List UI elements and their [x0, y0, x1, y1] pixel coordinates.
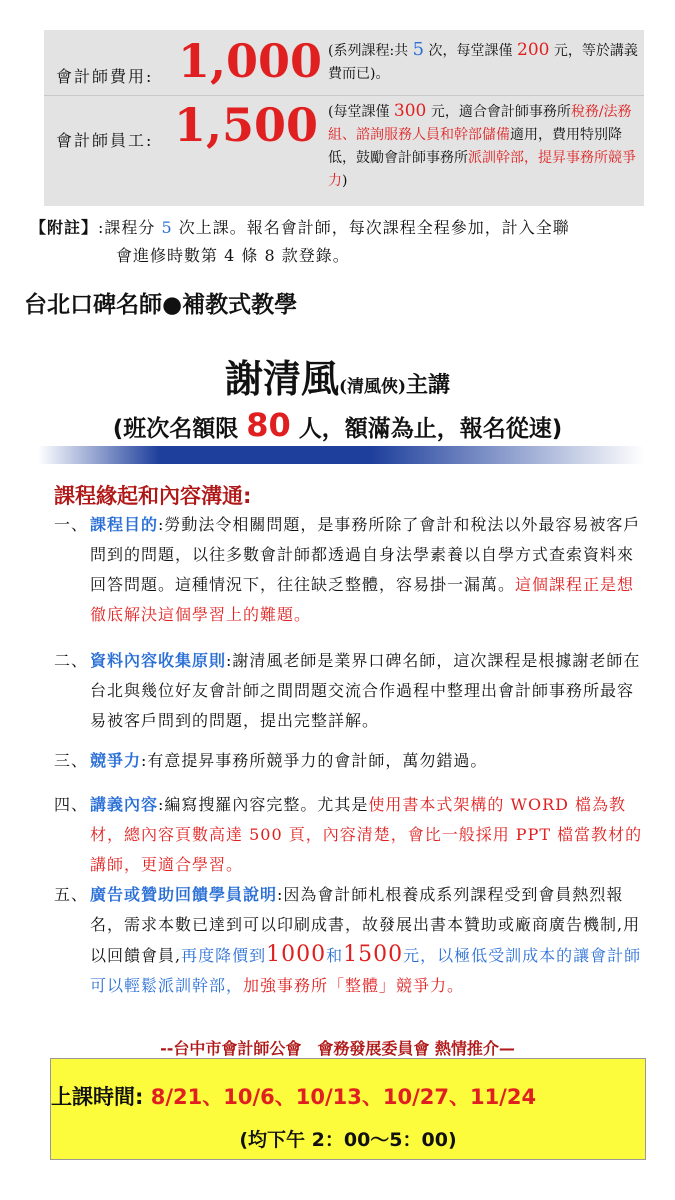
staff-fee-label: 會計師員工: — [56, 131, 154, 150]
teacher-name: 謝清風 — [224, 356, 339, 401]
cpa-fee-amount: 1,000 — [178, 34, 323, 88]
cpa-fee-label: 會計師費用: — [56, 67, 154, 86]
staff-fee-amount: 1,500 — [174, 98, 319, 152]
footnote-label: 【附註】 — [30, 218, 99, 237]
footnote: 【附註】:課程分 5 次上課。報名會計師，每次課程全程參加，計入全聯 會進修時數第 4 條 8 款登錄。 — [30, 218, 570, 265]
teacher-role: 主講 — [406, 372, 451, 398]
price-1000: 1000 — [266, 942, 327, 967]
limit-number: 80 — [246, 406, 291, 444]
schedule-time: (均下午 2：00～5：00) — [239, 1129, 457, 1151]
schedule-box — [50, 1058, 646, 1160]
schedule-dates: 8/21、10/6、10/13、10/27、11/24 — [150, 1085, 537, 1109]
schedule-label: 上課時間: — [51, 1085, 144, 1109]
list-item: 二、 資料內容收集原則:謝清風老師是業界口碑名師，這次課程是根據謝老師在台北與幾位好友會計師之間問題交流合作過程中整理出會計師事務所最容易被客戶問到的問題，提出完整詳解。 — [54, 651, 641, 730]
enrollment-limit: (班次名額限 80 人，額滿為止，報名從速) — [112, 406, 563, 444]
recommendation: --台中市會計師公會 會務發展委員會 熱情推介— — [160, 1039, 515, 1058]
tagline: 台北口碑名師●補教式教學 — [24, 292, 298, 318]
list-item: 五、 廣告或贊助回饋學員說明:因為會計師札根養成系列課程受到會員熱烈報名，需求本數已達到可以印刷成書，故發展出書本贊助或廠商廣告機制,用以回饋會員,再度降價到1000和1500元，以極低受訓成本的讓會計師可以輕鬆派訓幹部，加強事務所「整體」競爭力。 — [54, 885, 642, 995]
schedule-dates-line — [51, 1081, 536, 1111]
section-title: 課程緣起和內容溝通: — [54, 484, 252, 508]
cpa-sessions: 5 — [412, 39, 425, 60]
cpa-session-price: 200 — [517, 40, 550, 60]
list-item: 一、 課程目的:勞動法令相關問題，是事務所除了會計和稅法以外最容易被客戶問到的問題，以往多數會計師都透過自身法學素養以自學方式查索資料來回答問題。這種情況下，往往缺乏整體，容易掛一漏萬。這個課程正是想徹底解決這個學習上的難題。 — [54, 515, 641, 624]
footnote-sessions: 5 — [161, 218, 173, 237]
cpa-fee-note: (系列課程:共 5 次，每堂課僅 200 元，等於講義費而已)。 — [328, 39, 638, 82]
teacher-alias: (清風俠) — [338, 377, 407, 397]
staff-session-price: 300 — [393, 101, 427, 121]
decorative-gradient-bar — [38, 446, 644, 464]
list-item: 三、 競爭力:有意提昇事務所競爭力的會計師，萬勿錯過。 — [54, 751, 488, 770]
price-1500: 1500 — [343, 942, 404, 967]
list-item: 四、 講義內容:編寫搜羅內容完整。尤其是使用書本式架構的 WORD 檔為教材，總內容頁數高達 500 頁，內容清楚，會比一般採用 PPT 檔當教材的講師，更適合學習。 — [54, 795, 643, 874]
teacher-heading — [0, 348, 675, 403]
staff-fee-note: (每堂課僅 300 元，適合會計師事務所稅務/法務組、諮詢服務人員和幹部儲備適用，費用特別降低，鼓勵會計師事務所派訓幹部，提昇事務所競爭力) — [328, 101, 636, 189]
fee-divider — [44, 95, 644, 96]
